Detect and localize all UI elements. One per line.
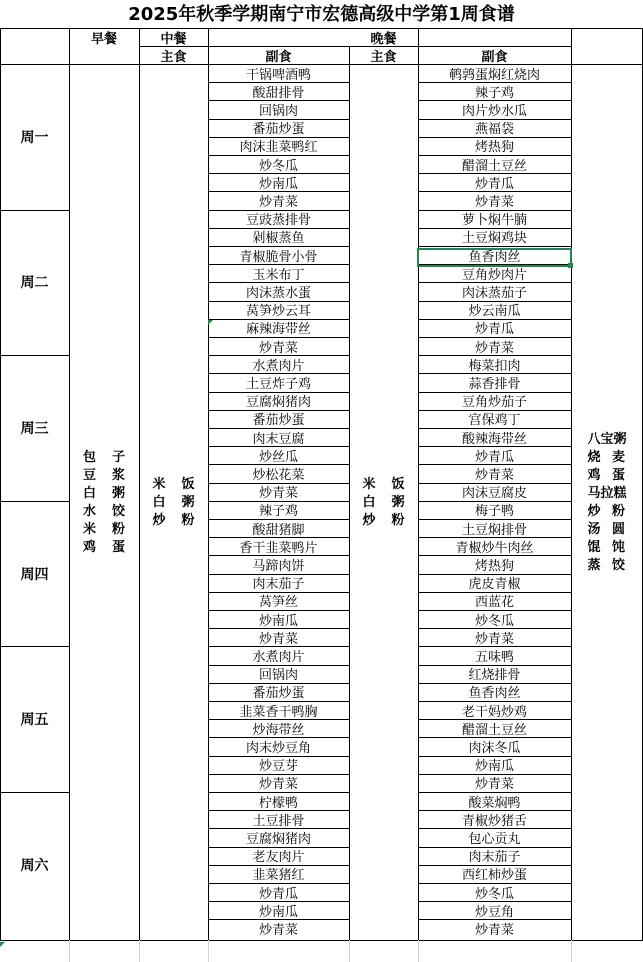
lunch-side-dish[interactable]: 老友肉片 bbox=[252, 850, 305, 865]
lunch-side-dish[interactable]: 炒青菜 bbox=[258, 194, 298, 210]
header-dinner: 晚餐 bbox=[370, 31, 397, 46]
dinner-side-dish[interactable]: 鹌鹑蛋焖红烧肉 bbox=[448, 67, 540, 83]
lunch-side-dish[interactable]: 香干韭菜鸭片 bbox=[239, 540, 318, 556]
late-snack-item: 蒸 bbox=[587, 557, 601, 573]
day-label: 周四 bbox=[20, 566, 49, 583]
lunch-side-dish[interactable]: 青椒脆骨小骨 bbox=[239, 249, 318, 265]
dinner-side-dish[interactable]: 豆角炒茄子 bbox=[461, 395, 527, 410]
dinner-side-dish[interactable]: 炒青菜 bbox=[474, 467, 514, 483]
dinner-side-dish[interactable]: 梅菜扣肉 bbox=[468, 358, 521, 374]
header-lunch-side: 副食 bbox=[265, 49, 292, 64]
dinner-staple-block-item: 饭 bbox=[391, 476, 405, 492]
dinner-side-dish[interactable]: 肉沫豆腐皮 bbox=[461, 486, 527, 501]
dinner-side-dish[interactable]: 燕福袋 bbox=[474, 122, 514, 137]
lunch-side-dish[interactable]: 莴笋丝 bbox=[258, 595, 298, 610]
dinner-side-dish[interactable]: 辣子鸡 bbox=[474, 85, 514, 101]
dinner-staple-block-item: 白 bbox=[362, 494, 376, 510]
day-label: 周一 bbox=[20, 129, 49, 146]
late-snack-item: 炒 bbox=[587, 503, 601, 519]
lunch-staple-block-item: 粥 bbox=[181, 494, 195, 510]
dinner-side-dish[interactable]: 土豆焖鸡块 bbox=[461, 231, 527, 246]
header-lunch: 中餐 bbox=[160, 31, 187, 46]
lunch-side-dish[interactable]: 肉末茄子 bbox=[252, 577, 305, 592]
late-snack-item: 粉 bbox=[611, 503, 625, 519]
lunch-side-dish[interactable]: 炒青菜 bbox=[258, 777, 298, 792]
lunch-staple-block-item: 炒 bbox=[152, 512, 166, 528]
dinner-side-dish[interactable]: 肉沫蒸茄子 bbox=[461, 285, 527, 301]
dinner-staple-block-item: 炒 bbox=[362, 512, 376, 528]
lunch-side-dish[interactable]: 炒豆芽 bbox=[258, 759, 298, 774]
lunch-side-dish[interactable]: 炒松花菜 bbox=[252, 467, 305, 483]
lunch-side-dish[interactable]: 炒青菜 bbox=[258, 631, 298, 647]
late-snack-item: 麦 bbox=[611, 449, 625, 465]
dinner-staple-block-items bbox=[362, 476, 404, 529]
dinner-side-dish[interactable]: 梅子鸭 bbox=[474, 504, 514, 519]
late-snack-item: 烧 bbox=[587, 449, 601, 465]
lunch-staple-block-item: 米 bbox=[152, 476, 166, 492]
dinner-side-dish[interactable]: 醋溜土豆丝 bbox=[461, 722, 527, 738]
dinner-side-dish[interactable]: 土豆焖排骨 bbox=[461, 522, 527, 538]
lunch-side-dish[interactable]: 番茄炒蛋 bbox=[252, 122, 305, 137]
late-snack-item: 汤 bbox=[587, 521, 601, 537]
breakfast-block-item: 米 bbox=[82, 521, 96, 537]
dinner-side-dish[interactable]: 鱼香肉丝 bbox=[468, 686, 521, 701]
day-label: 周六 bbox=[20, 857, 49, 874]
lunch-side-dish[interactable]: 炒丝瓜 bbox=[258, 449, 298, 465]
breakfast-block-item: 水 bbox=[82, 503, 96, 519]
lunch-side-dish[interactable]: 水煮肉片 bbox=[252, 358, 305, 374]
dinner-staple-block-item: 粉 bbox=[391, 512, 405, 528]
lunch-side-dish[interactable]: 炒南瓜 bbox=[258, 176, 298, 192]
dinner-side-dish[interactable]: 西红柿炒蛋 bbox=[461, 868, 527, 883]
header-dinner-staple: 主食 bbox=[370, 49, 397, 64]
lunch-side-dish[interactable]: 肉末炒豆角 bbox=[245, 740, 311, 756]
lunch-staple-block-items bbox=[152, 476, 194, 529]
dinner-staple-block-item: 粥 bbox=[391, 494, 405, 510]
breakfast-block-item: 饺 bbox=[112, 503, 126, 519]
dinner-side-dish[interactable]: 五味鸭 bbox=[474, 649, 514, 665]
lunch-side-dish[interactable]: 土豆炸子鸡 bbox=[245, 376, 311, 392]
late-snack-item: 鸡 bbox=[587, 467, 601, 483]
dinner-staple-block-item: 米 bbox=[362, 476, 376, 492]
dinner-side-dish[interactable]: 宫保鸡丁 bbox=[468, 413, 521, 428]
page-title: 2025年秋季学期南宁市宏德高级中学第1周食谱 bbox=[128, 4, 515, 25]
late-snack-items bbox=[587, 431, 626, 574]
dinner-staple-block bbox=[349, 64, 418, 940]
lunch-side-dish[interactable]: 炒海带丝 bbox=[252, 722, 305, 738]
dinner-side-dish[interactable]: 炒青菜 bbox=[474, 777, 514, 792]
day-label: 周二 bbox=[20, 275, 49, 292]
lunch-side-dish[interactable]: 回锅肉 bbox=[258, 103, 298, 119]
day-label: 周三 bbox=[20, 420, 49, 437]
lunch-side-dish[interactable]: 剁椒蒸鱼 bbox=[252, 231, 305, 246]
dinner-side-dish[interactable]: 虎皮青椒 bbox=[468, 577, 521, 592]
lunch-staple-block-item: 白 bbox=[152, 494, 166, 510]
late-snack-item: 饨 bbox=[611, 539, 625, 555]
dinner-side-dish[interactable]: 萝卜焖牛腩 bbox=[461, 213, 527, 228]
dinner-side-dish[interactable]: 炒冬瓜 bbox=[474, 886, 514, 902]
header-breakfast: 早餐 bbox=[90, 31, 117, 46]
lunch-staple-block-item: 粉 bbox=[181, 512, 195, 528]
dinner-side-dish[interactable]: 酸辣海带丝 bbox=[461, 431, 527, 447]
dinner-side-dish[interactable]: 蒜香排骨 bbox=[468, 376, 521, 392]
late-snack-item: 圆 bbox=[611, 521, 625, 537]
breakfast-block-item: 浆 bbox=[112, 467, 126, 483]
late-snack-item: 馄 bbox=[587, 539, 601, 555]
breakfast-block bbox=[69, 64, 139, 940]
lunch-side-dish[interactable]: 豆腐焖猪肉 bbox=[245, 395, 311, 410]
lunch-side-dish[interactable]: 韭菜香干鸭胸 bbox=[239, 704, 318, 720]
lunch-side-dish[interactable]: 炒青菜 bbox=[258, 922, 298, 938]
lunch-side-dish[interactable]: 莴笋炒云耳 bbox=[245, 304, 311, 319]
lunch-side-dish[interactable]: 肉沫蒸水蛋 bbox=[245, 285, 311, 301]
lunch-side-dish[interactable]: 豆腐焖猪肉 bbox=[245, 831, 311, 847]
lunch-side-dish[interactable]: 肉沫韭菜鸭红 bbox=[239, 140, 318, 155]
dinner-side-dish[interactable]: 炒冬瓜 bbox=[474, 613, 514, 629]
lunch-side-dish[interactable]: 酸甜排骨 bbox=[252, 85, 305, 101]
late-snack-item: 马拉糕 bbox=[587, 485, 627, 501]
late-snack-item: 蛋 bbox=[611, 467, 625, 483]
dinner-side-dish[interactable]: 炒青菜 bbox=[474, 631, 514, 647]
lunch-side-dish[interactable]: 炒南瓜 bbox=[258, 904, 298, 920]
lunch-side-dish[interactable]: 炒青瓜 bbox=[258, 886, 298, 902]
late-snack-item: 饺 bbox=[611, 557, 625, 573]
dinner-side-dish[interactable]: 豆角炒肉片 bbox=[461, 267, 527, 283]
lunch-side-dish[interactable]: 豆豉蒸排骨 bbox=[245, 213, 311, 228]
dinner-side-dish[interactable]: 炒青瓜 bbox=[474, 322, 514, 337]
day-label: 周五 bbox=[20, 712, 49, 729]
dinner-side-dish[interactable]: 烤热狗 bbox=[474, 140, 514, 155]
dinner-side-dish[interactable]: 醋溜土豆丝 bbox=[461, 158, 527, 174]
lunch-side-dish[interactable]: 玉米布丁 bbox=[252, 267, 305, 283]
lunch-side-dish[interactable]: 番茄炒蛋 bbox=[252, 413, 305, 428]
dinner-side-dish[interactable]: 肉沫冬瓜 bbox=[468, 740, 521, 756]
dinner-side-dish[interactable]: 酸菜焖鸭 bbox=[468, 795, 521, 811]
breakfast-block-item: 包 bbox=[82, 449, 96, 465]
lunch-side-dish[interactable]: 酸甜猪脚 bbox=[252, 522, 305, 538]
breakfast-block-item: 蛋 bbox=[112, 539, 126, 555]
breakfast-block-item: 粥 bbox=[112, 485, 126, 501]
lunch-side-dish[interactable]: 回锅肉 bbox=[258, 668, 298, 683]
dinner-side-dish[interactable]: 炒青瓜 bbox=[474, 176, 514, 192]
lunch-side-dish[interactable]: 干锅啤酒鸭 bbox=[245, 67, 311, 83]
comment-marker-icon bbox=[0, 942, 5, 947]
comment-marker-icon bbox=[208, 320, 213, 325]
breakfast-block-item: 鸡 bbox=[82, 539, 96, 555]
dinner-side-dish[interactable]: 肉片炒水瓜 bbox=[461, 103, 527, 119]
lunch-side-dish[interactable]: 炒南瓜 bbox=[258, 613, 298, 629]
dinner-side-dish[interactable]: 炒青菜 bbox=[474, 340, 514, 356]
header-dinner-side: 副食 bbox=[481, 49, 508, 64]
dinner-side-dish[interactable]: 肉末茄子 bbox=[468, 850, 521, 865]
lunch-staple-block-item: 饭 bbox=[181, 476, 195, 492]
late-snack-block bbox=[571, 64, 643, 940]
dinner-side-dish[interactable]: 炒青菜 bbox=[474, 194, 514, 210]
lunch-side-dish[interactable]: 辣子鸡 bbox=[258, 504, 298, 519]
lunch-side-dish[interactable]: 韭菜猪红 bbox=[252, 868, 305, 883]
dinner-side-dish[interactable]: 青椒炒牛肉丝 bbox=[455, 540, 534, 556]
dinner-side-dish[interactable]: 老干妈炒鸡 bbox=[461, 704, 527, 720]
lunch-side-dish[interactable]: 水煮肉片 bbox=[252, 649, 305, 665]
breakfast-block-item: 豆 bbox=[82, 467, 96, 483]
dinner-side-dish[interactable]: 炒云南瓜 bbox=[468, 304, 521, 319]
dinner-side-dish[interactable]: 炒青菜 bbox=[474, 922, 514, 938]
lunch-side-dish[interactable]: 马蹄肉饼 bbox=[252, 558, 305, 574]
breakfast-block-item: 白 bbox=[82, 485, 96, 501]
dinner-side-dish[interactable]: 炒南瓜 bbox=[474, 759, 514, 774]
breakfast-block-items bbox=[83, 449, 125, 556]
lunch-side-dish[interactable]: 柠檬鸭 bbox=[258, 795, 298, 811]
lunch-side-dish[interactable]: 炒青菜 bbox=[258, 486, 298, 501]
lunch-side-dish[interactable]: 土豆排骨 bbox=[252, 813, 305, 829]
dinner-side-dish[interactable]: 红烧排骨 bbox=[468, 668, 521, 683]
dinner-side-dish[interactable]: 炒青瓜 bbox=[474, 449, 514, 465]
lunch-side-dish[interactable]: 番茄炒蛋 bbox=[252, 686, 305, 701]
dinner-side-dish[interactable]: 包心贡丸 bbox=[468, 831, 521, 847]
dinner-side-dish[interactable]: 西蓝花 bbox=[474, 595, 514, 610]
lunch-side-dish[interactable]: 肉末豆腐 bbox=[252, 431, 305, 447]
dinner-side-dish[interactable]: 炒豆角 bbox=[474, 904, 514, 920]
breakfast-block-item: 子 bbox=[112, 449, 126, 465]
breakfast-block-item: 粉 bbox=[112, 521, 126, 537]
dinner-side-dish[interactable]: 烤热狗 bbox=[474, 558, 514, 574]
dinner-side-dish[interactable]: 鱼香肉丝 bbox=[468, 249, 521, 265]
header-lunch-staple: 主食 bbox=[160, 49, 187, 64]
fill-handle[interactable] bbox=[568, 263, 573, 268]
lunch-side-dish[interactable]: 炒青菜 bbox=[258, 340, 298, 356]
lunch-staple-block bbox=[139, 64, 208, 940]
lunch-side-dish[interactable]: 炒冬瓜 bbox=[258, 158, 298, 174]
lunch-side-dish[interactable]: 麻辣海带丝 bbox=[245, 322, 311, 337]
dinner-side-dish[interactable]: 青椒炒猪舌 bbox=[461, 813, 527, 829]
late-snack-item: 八宝粥 bbox=[587, 431, 627, 447]
